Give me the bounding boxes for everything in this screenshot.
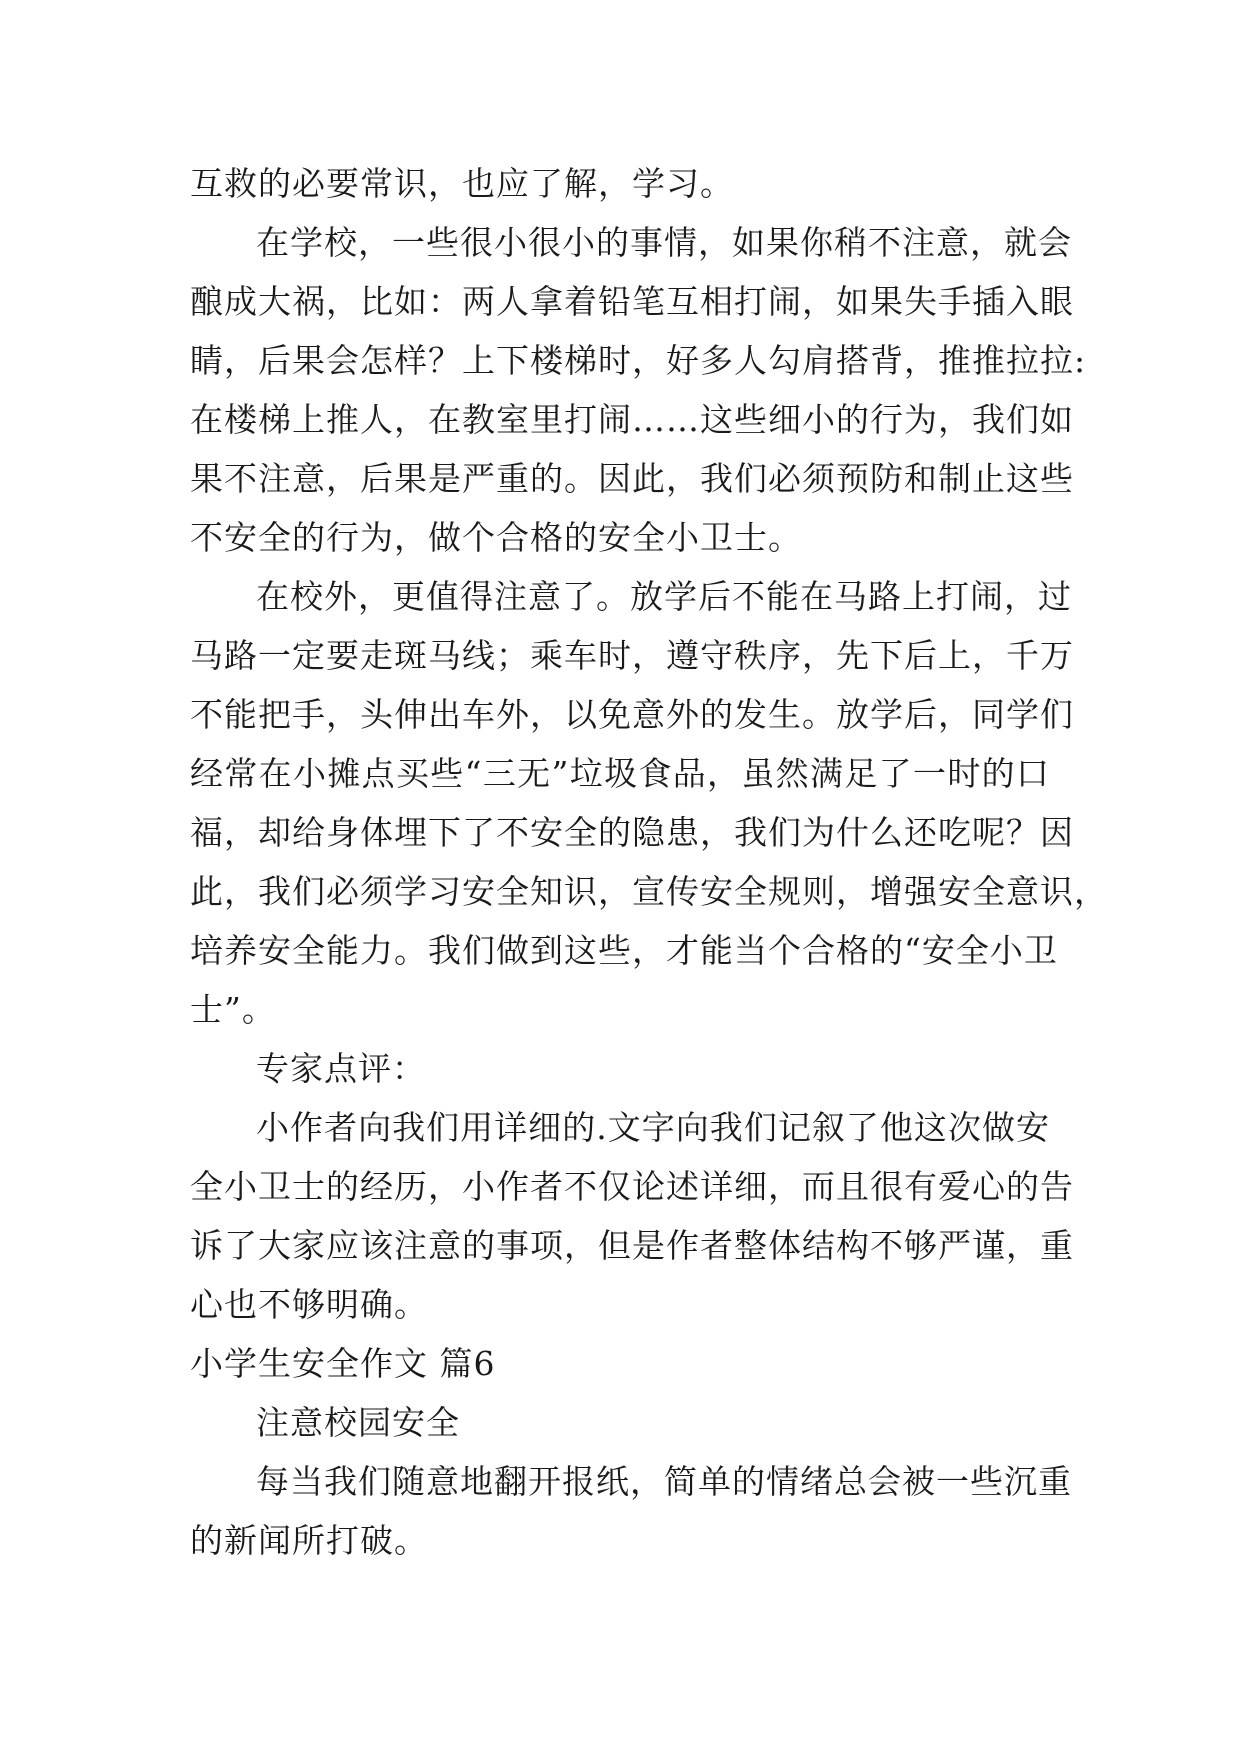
text-line: 在学校，一些很小很小的事情，如果你稍不注意，就会 [256, 223, 1072, 262]
text-line: 酿成大祸，比如：两人拿着铅笔互相打闹，如果失手插入眼 [190, 282, 1074, 321]
text-line: 小作者向我们用详细的.文字向我们记叙了他这次做安 [256, 1108, 1050, 1147]
text-line: 马路一定要走斑马线；乘车时，遵守秩序，先下后上，千万 [190, 636, 1074, 675]
text-line: 全小卫士的经历，小作者不仅论述详细，而且很有爱心的告 [190, 1167, 1074, 1206]
text-line: 福，却给身体埋下了不安全的隐患，我们为什么还吃呢？因 [190, 813, 1074, 852]
article-title: 小学生安全作文 篇6 [190, 1344, 496, 1383]
text-line: 每当我们随意地翻开报纸，简单的情绪总会被一些沉重 [256, 1462, 1072, 1501]
text-line: 士”。 [190, 990, 276, 1029]
text-line: 诉了大家应该注意的事项，但是作者整体结构不够严谨，重 [190, 1226, 1074, 1265]
document-body [190, 154, 1108, 1570]
text-line: 心也不够明确。 [190, 1285, 428, 1324]
article-subtitle: 注意校园安全 [256, 1403, 460, 1442]
text-line: 在楼梯上推人，在教室里打闹……这些细小的行为，我们如 [190, 400, 1074, 439]
text-line: 此，我们必须学习安全知识，宣传安全规则，增强安全意识， [190, 872, 1108, 911]
text-line: 培养安全能力。我们做到这些，才能当个合格的“安全小卫 [190, 931, 1058, 970]
text-line: 经常在小摊点买些“三无”垃圾食品，虽然满足了一时的口 [190, 754, 1050, 793]
text-line: 不能把手，头伸出车外，以免意外的发生。放学后，同学们 [190, 695, 1074, 734]
text-line: 在校外，更值得注意了。放学后不能在马路上打闹，过 [256, 577, 1072, 616]
text-line: 的新闻所打破。 [190, 1521, 428, 1560]
text-line: 果不注意，后果是严重的。因此，我们必须预防和制止这些 [190, 459, 1074, 498]
section-heading: 专家点评： [256, 1049, 426, 1088]
text-line: 互救的必要常识，也应了解，学习。 [190, 164, 734, 203]
text-line: 不安全的行为，做个合格的安全小卫士。 [190, 518, 802, 557]
text-line: 睛，后果会怎样？上下楼梯时，好多人勾肩搭背，推推拉拉: [190, 341, 1087, 380]
